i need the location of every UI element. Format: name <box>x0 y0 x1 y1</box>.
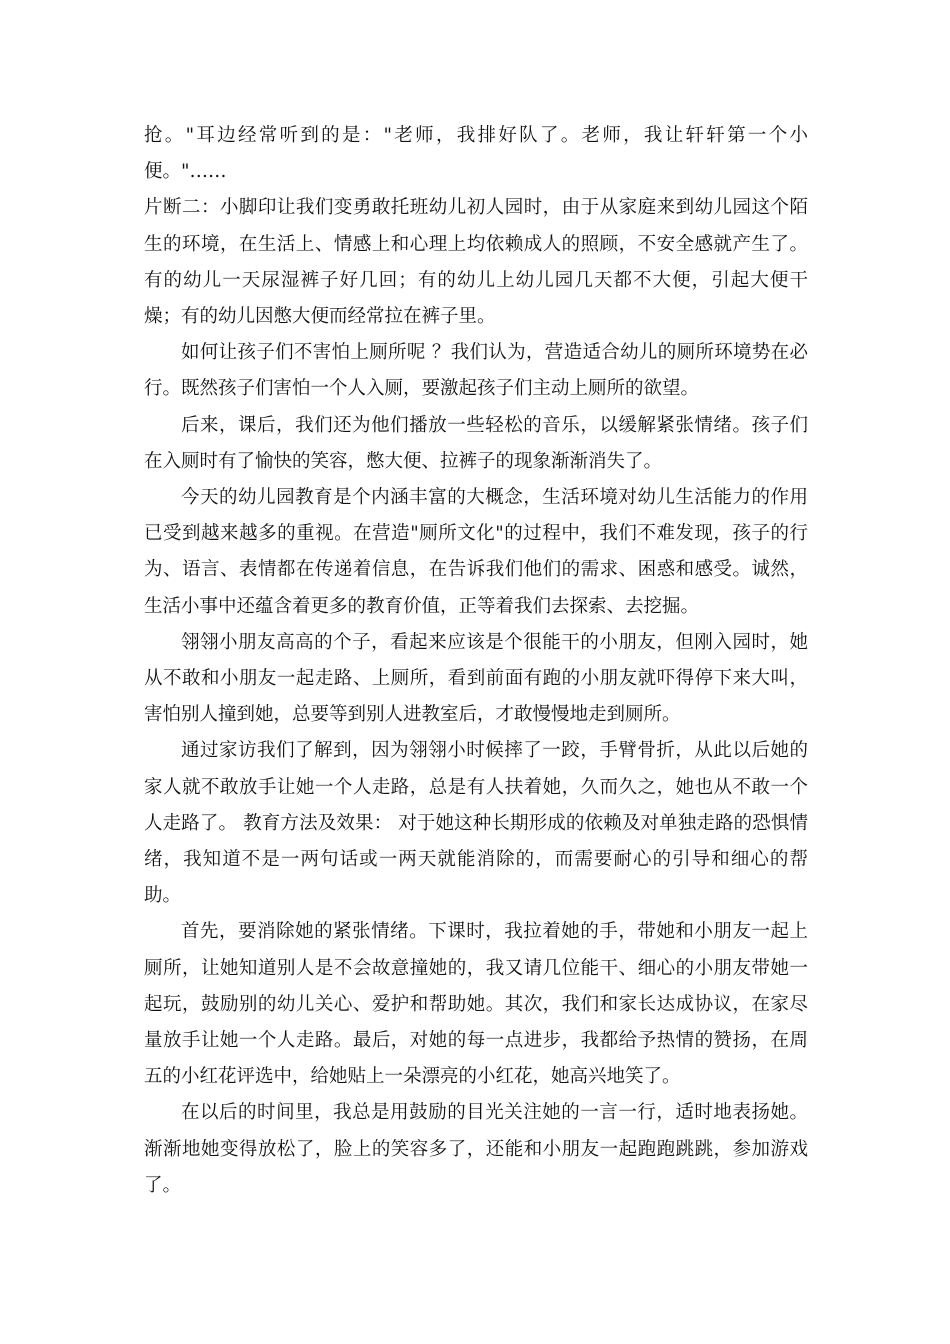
paragraph: 片断二：小脚印让我们变勇敢托班幼儿初人园时，由于从家庭来到幼儿园这个陌生的环境，在生活上、情感上和心理上均依赖成人的照顾，不安全感就产生了。有的幼儿一天尿湿裤子好几回；有的幼儿上幼儿园几天都不大便，引起大便干燥；有的幼儿因憋大便而经常拉在裤子里。 <box>144 197 808 328</box>
paragraph: 今天的幼儿园教育是个内涵丰富的大概念，生活环境对幼儿生活能力的作用已受到越来越多的重视。在营造"厕所文化"的过程中，我们不难发现，孩子的行为、语言、表情都在传递着信息，在告诉我们他们的需求、困惑和感受。诚然，生活小事中还蕴含着更多的教育价值，正等着我们去探索、去挖掘。 <box>144 487 808 617</box>
paragraph: 抢。"耳边经常听到的是："老师，我排好队了。老师，我让轩轩第一个小便。"…… <box>144 125 808 183</box>
document-body <box>144 118 808 1204</box>
paragraph: 翎翎小朋友高高的个子，看起来应该是个很能干的小朋友，但刚入园时，她从不敢和小朋友一起走路、上厕所，看到前面有跑的小朋友就吓得停下来大叫，害怕别人撞到她，总要等到别人进教室后，才敢慢慢地走到厕所。 <box>144 631 808 726</box>
paragraph: 首先，要消除她的紧张情绪。下课时，我拉着她的手，带她和小朋友一起上厕所，让她知道别人是不会故意撞她的，我又请几位能干、细心的小朋友带她一起玩，鼓励别的幼儿关心、爱护和帮助她。其次，我们和家长达成协议，在家尽量放手让她一个人走路。最后，对她的每一点进步，我都给予热情的赞扬，在周五的小红花评选中，给她贴上一朵漂亮的小红花，她高兴地笑了。 <box>144 921 808 1088</box>
paragraph: 通过家访我们了解到，因为翎翎小时候摔了一跤，手臂骨折，从此以后她的家人就不敢放手让她一个人走路，总是有人扶着她，久而久之，她也从不敢一个人走路了。 教育方法及效果： 对于她这种长期形成的依赖及对单独走路的恐惧情绪，我知道不是一两句话或一两天就能消除的，而需要耐心的引导和细心的帮助。 <box>144 740 808 907</box>
paragraph: 如何让孩子们不害怕上厕所呢 ？我们认为，营造适合幼儿的厕所环境势在必行。既然孩子们害怕一个人入厕，要激起孩子们主动上厕所的欲望。 <box>144 342 808 400</box>
paragraph: 后来，课后，我们还为他们播放一些轻松的音乐，以缓解紧张情绪。孩子们在入厕时有了愉快的笑容，憋大便、拉裤子的现象渐渐消失了。 <box>144 414 808 472</box>
paragraph: 在以后的时间里，我总是用鼓励的目光关注她的一言一行，适时地表扬她。渐渐地她变得放松了，脸上的笑容多了，还能和小朋友一起跑跑跳跳，参加游戏了。 <box>144 1102 808 1196</box>
